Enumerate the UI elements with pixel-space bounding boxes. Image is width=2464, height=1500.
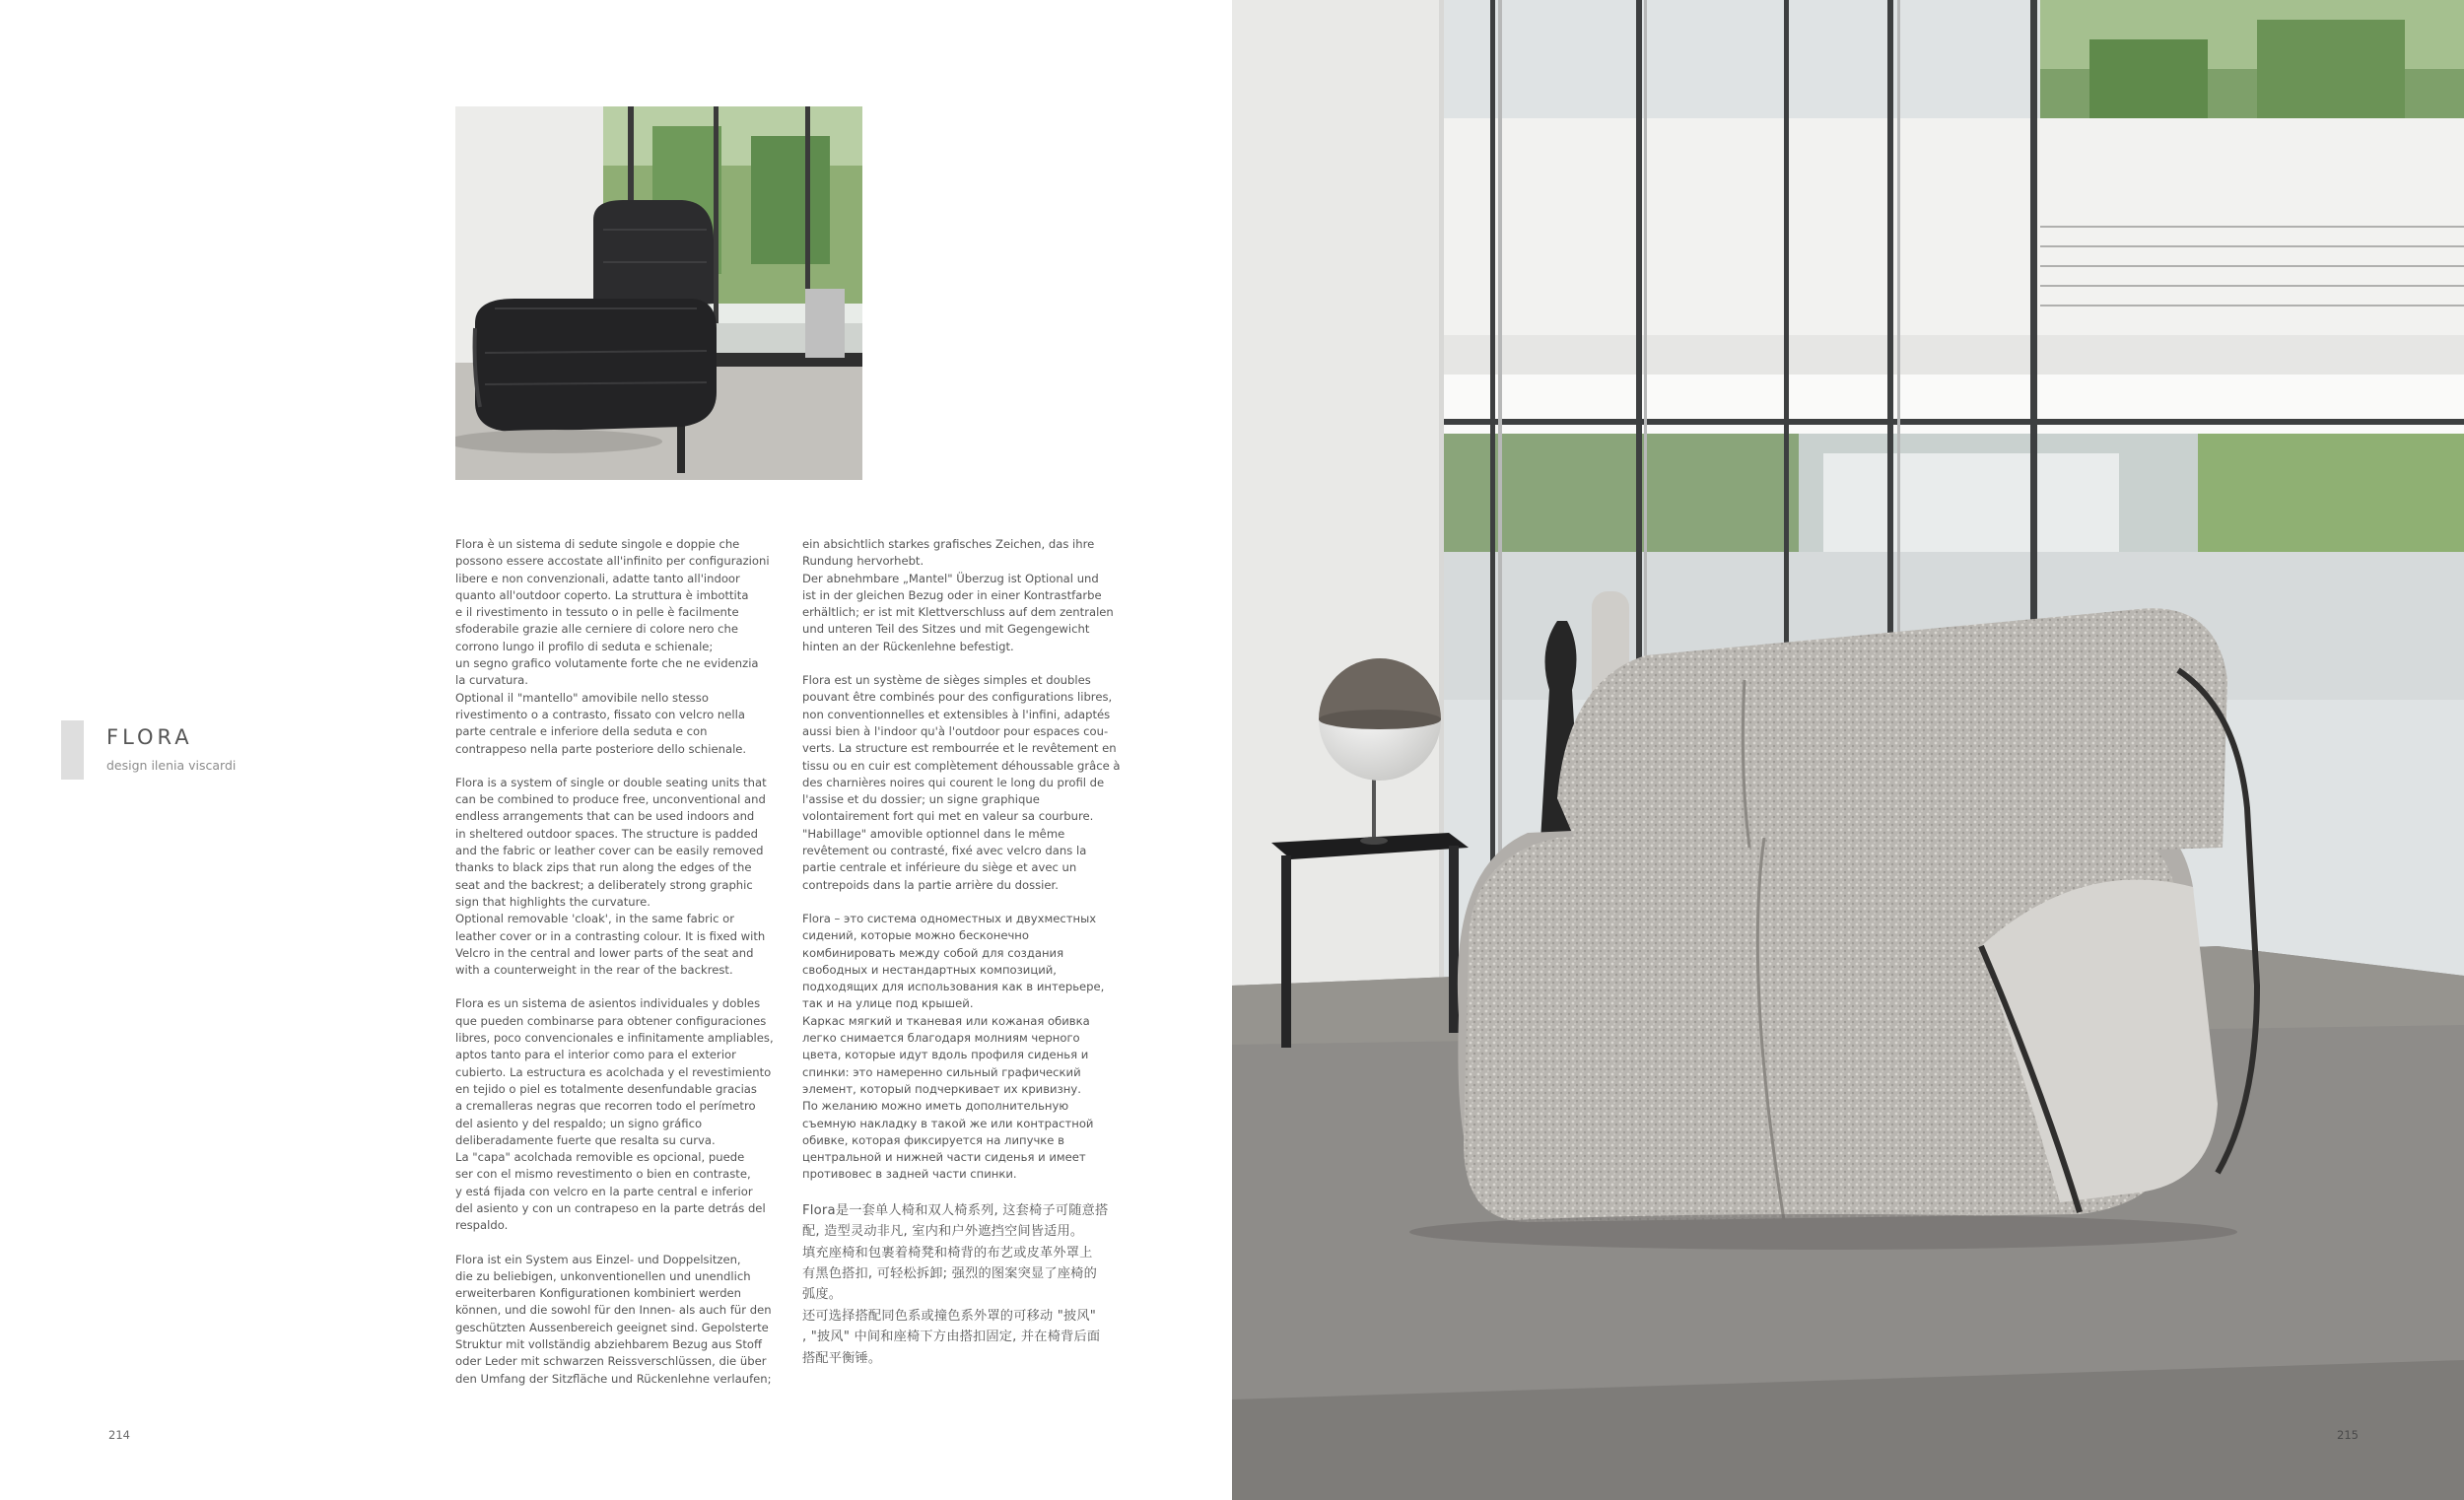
- paragraph-chinese: Flora是一套单人椅和双人椅系列, 这套椅子可随意搭 配, 造型灵动非凡, 室内和户外遮挡空间皆适用。 填充座椅和包裹着椅凳和椅背的布艺或皮革外罩上 有黑色搭扣, 可轻松拆卸; 强烈的图案突显了座椅的 弧度。 还可选择搭配同色系或撞色系外罩的可移动 "披风" , "披风" 中间和座椅下方由搭扣固定, 并在椅背后面 搭配平衡锤。: [802, 1202, 1109, 1366]
- paragraph-spanish: Flora es un sistema de asientos individuales y dobles que pueden combinarse para obtener configuraciones libres, poco convencionales e infinitamente ampliables, aptos tanto para el interior como para el exterior cubierto. La estructura es acolchada y el revestimiento en tejido o piel es totalmente desenfundable gracias a cremalleras negras que recorren todo el perímetro del asiento y del respaldo; un signo gráfico deliberadamente fuerte que resalta su curva. La "capa" acolchada removible es opcional, puede ser con el mismo revestimento o bien en contraste, y está fijada con velcro en la parte central e inferior del asiento y con un contrapeso en la parte detrás del respaldo.: [455, 996, 774, 1233]
- page-number-right: 215: [2337, 1428, 2359, 1442]
- paragraph-italian: Flora è un sistema di sedute singole e doppie che possono essere accostate all'infinito per configurazioni libere e non convenzionali, adatte tanto all'indoor quanto all'outdoor coperto. La struttura è imbottita e il rivestimento in tessuto o in pelle è facilmente sfoderabile grazie alle cerniere di colore nero che corrono lungo il profilo di seduta e schienale; un segno grafico volutamente forte che ne evidenzia la curvatura. Optional il "mantello" amovibile nello stesso rivestimento o a contrasto, fissato con velcro nella parte centrale e inferiore della seduta e con contrappeso nella parte posteriore dello schienale.: [455, 537, 770, 756]
- sofa-interior-photo: [1232, 0, 2464, 1500]
- section-marker-bar: [61, 720, 84, 780]
- paragraph-german: Flora ist ein System aus Einzel- und Doppelsitzen, die zu beliebigen, unkonventionellen und unendlich erweiterbaren Konfigurationen kombiniert werden können, und die sowohl für den Innen- als auch für den geschützten Aussenbereich geeignet sind. Gepolsterte Struktur mit vollständig abziehbarem Bezug aus Stoff oder Leder mit schwarzen Reissverschlüssen, die über den Umfang der Sitzfläche und Rückenlehne verlaufen;: [455, 1252, 772, 1386]
- text-column-right: [802, 536, 1129, 1386]
- page-number-left: 214: [108, 1428, 130, 1442]
- paragraph-german-continued: ein absichtlich starkes grafisches Zeichen, das ihre Rundung hervorhebt. Der abnehmbare „Mantel" Überzug ist Optional und ist in der gleichen Bezug oder in einer Kontrastfarbe erhältlich; er ist mit Klettverschluss auf dem zentralen und unteren Teil des Sitzes und mit Gegengewicht hinten an der Rückenlehne befestigt.: [802, 537, 1114, 653]
- text-column-left: [455, 536, 781, 1404]
- paragraph-english: Flora is a system of single or double seating units that can be combined to produce free, unconventional and endless arrangements that can be used indoors and in sheltered outdoor spaces. The structure is padded and the fabric or leather cover can be easily removed thanks to black zips that run along the edges of the seat and the backrest; a deliberately strong graphic sign that highlights the curvature. Optional removable 'cloak', in the same fabric or leather cover or in a contrasting colour. It is fixed with Velcro in the central and lower parts of the seat and with a counterweight in the rear of the backrest.: [455, 775, 767, 978]
- paragraph-french: Flora est un système de sièges simples et doubles pouvant être combinés pour des configurations libres, non conventionnelles et extensibles à l'infini, adaptés aussi bien à l'indoor qu'à l'outdoor pour espaces cou- verts. La structure est rembourrée et le revêtement en tissu ou en cuir est complètement déhoussable grâce à des charnières noires qui courent le long du profil de l'assise et du dossier; un signe graphique volontairement fort qui met en valeur sa courbure. "Habillage" amovible optionnel dans le même revêtement ou contrasté, fixé avec velcro dans la partie centrale et inférieure du siège et avec un contrepoids dans la partie arrière du dossier.: [802, 673, 1121, 892]
- section-title: FLORA: [106, 725, 193, 749]
- designer-credit: design ilenia viscardi: [106, 758, 237, 773]
- armchair-thumbnail-photo: [455, 106, 862, 480]
- paragraph-russian: Flora – это система одноместных и двухместных сидений, которые можно бесконечно комбинировать между собой для создания свободных и нестандартных композиций, подходящих для использования как в интерьере, так и на улице под крышей. Каркас мягкий и тканевая или кожаная обивка легко снимается благодаря молниям черного цвета, которые идут вдоль профиля сиденья и спинки: это намеренно сильный графический элемент, который подчеркивает их кривизну. По желанию можно иметь дополнительную съемную накладку в такой же или контрастной обивке, которая фиксируется на липучке в центральной и нижней части сиденья и имеет противовес в задней части спинки.: [802, 911, 1105, 1182]
